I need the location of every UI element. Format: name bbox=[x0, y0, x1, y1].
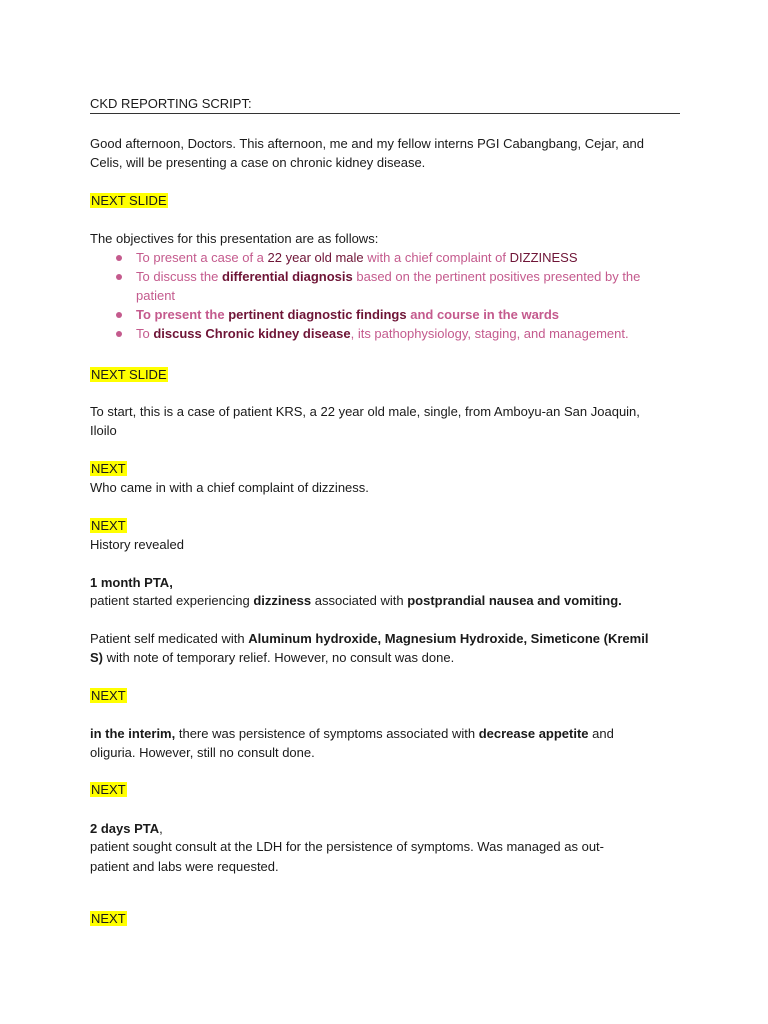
next-label: NEXT bbox=[91, 688, 126, 703]
objective-item-2: To discuss the differential diagnosis based on the pertinent positives presented by the patient bbox=[90, 267, 680, 305]
title-underline bbox=[90, 113, 680, 114]
self-medication-line-2: S) with note of temporary relief. However, no consult was done. bbox=[90, 650, 455, 665]
one-month-text: patient started experiencing dizziness associated with postprandial nausea and vomiting. bbox=[90, 593, 622, 608]
next-marker-5 bbox=[90, 909, 127, 928]
next-marker-4 bbox=[90, 780, 127, 799]
objective-item-3: To present the pertinent diagnostic findings and course in the wards bbox=[90, 305, 680, 324]
intro-line-1: Good afternoon, Doctors. This afternoon, me and my fellow interns PGI Cabangbang, Cejar, and bbox=[90, 136, 645, 151]
next-marker-1 bbox=[90, 459, 127, 478]
objective-item-4: To discuss Chronic kidney disease, its pathophysiology, staging, and management. bbox=[90, 324, 680, 343]
document-title: CKD REPORTING SCRIPT: bbox=[90, 96, 252, 111]
two-days-line-2: patient and labs were requested. bbox=[90, 859, 279, 874]
history-text: History revealed bbox=[90, 537, 184, 552]
intro-line-2: Celis, will be presenting a case on chronic kidney disease. bbox=[90, 155, 426, 170]
case-start-line-2: Iloilo bbox=[90, 423, 117, 438]
chief-complaint-text: Who came in with a chief complaint of dizziness. bbox=[90, 480, 369, 495]
case-start-line-1: To start, this is a case of patient KRS, a 22 year old male, single, from Amboyu-an San Joaquin, bbox=[90, 404, 640, 419]
next-slide-marker-1 bbox=[90, 191, 168, 210]
interim-line-1: in the interim, there was persistence of symptoms associated with decrease appetite and bbox=[90, 726, 614, 741]
next-slide-marker-2 bbox=[90, 365, 168, 384]
two-days-heading: 2 days PTA, bbox=[90, 821, 163, 836]
objective-item-1: To present a case of a 22 year old male with a chief complaint of DIZZINESS bbox=[90, 248, 680, 267]
one-month-heading: 1 month PTA, bbox=[90, 575, 173, 590]
self-medication-line-1: Patient self medicated with Aluminum hydroxide, Magnesium Hydroxide, Simeticone (Kremil bbox=[90, 631, 649, 646]
objectives-intro: The objectives for this presentation are as follows: bbox=[90, 231, 379, 246]
next-label: NEXT bbox=[91, 518, 126, 533]
next-slide-label: NEXT SLIDE bbox=[91, 193, 167, 208]
next-marker-2 bbox=[90, 516, 127, 535]
next-label: NEXT bbox=[91, 911, 126, 926]
next-marker-3 bbox=[90, 686, 127, 705]
next-label: NEXT bbox=[91, 782, 126, 797]
two-days-line-1: patient sought consult at the LDH for the persistence of symptoms. Was managed as out- bbox=[90, 839, 605, 854]
next-label: NEXT bbox=[91, 461, 126, 476]
interim-line-2: oliguria. However, still no consult done. bbox=[90, 745, 315, 760]
next-slide-label: NEXT SLIDE bbox=[91, 367, 167, 382]
objectives-list bbox=[90, 248, 680, 343]
